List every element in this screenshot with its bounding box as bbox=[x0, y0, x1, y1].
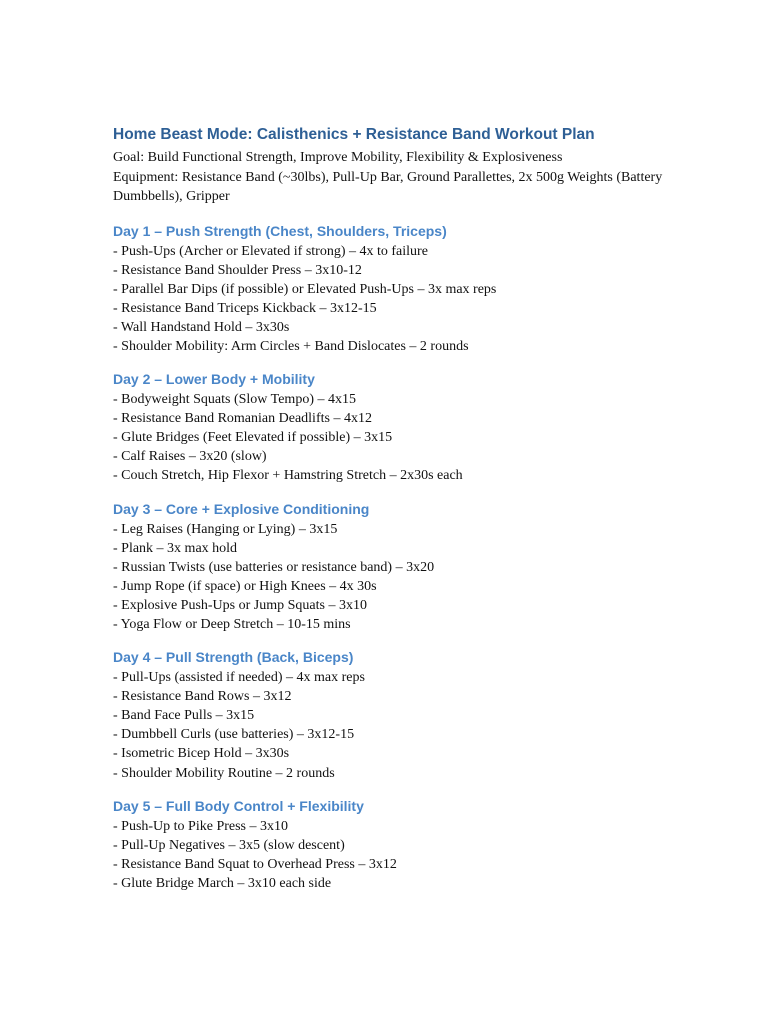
exercise-item: - Glute Bridge March – 3x10 each side bbox=[113, 875, 332, 891]
day-heading-2: Day 2 – Lower Body + Mobility bbox=[113, 371, 315, 388]
exercise-item: - Explosive Push-Ups or Jump Squats – 3x10 bbox=[113, 597, 367, 613]
document-page bbox=[113, 124, 713, 893]
day-heading-1: Day 1 – Push Strength (Chest, Shoulders, Triceps) bbox=[113, 222, 447, 239]
exercise-item: - Glute Bridges (Feet Elevated if possible) – 3x15 bbox=[113, 430, 393, 446]
exercise-item: - Shoulder Mobility Routine – 2 rounds bbox=[113, 765, 335, 781]
exercise-item: - Jump Rope (if space) or High Knees – 4x 30s bbox=[113, 578, 377, 594]
exercise-list bbox=[113, 242, 713, 357]
exercise-item: - Resistance Band Shoulder Press – 3x10-12 bbox=[113, 262, 362, 278]
day-heading-5: Day 5 – Full Body Control + Flexibility bbox=[113, 797, 364, 814]
exercise-item: - Couch Stretch, Hip Flexor + Hamstring Stretch – 2x30s each bbox=[113, 468, 463, 484]
exercise-list bbox=[113, 390, 713, 485]
exercise-item: - Resistance Band Romanian Deadlifts – 4x12 bbox=[113, 411, 372, 427]
exercise-list bbox=[113, 668, 713, 783]
day-section-2 bbox=[113, 369, 713, 485]
day-heading-3: Day 3 – Core + Explosive Conditioning bbox=[113, 500, 370, 517]
workout-days bbox=[113, 221, 713, 894]
exercise-item: - Yoga Flow or Deep Stretch – 10-15 mins bbox=[113, 617, 351, 632]
exercise-item: - Bodyweight Squats (Slow Tempo) – 4x15 bbox=[113, 392, 356, 408]
day-heading-4: Day 4 – Pull Strength (Back, Biceps) bbox=[113, 649, 354, 666]
day-section-5 bbox=[113, 796, 713, 893]
exercise-item: - Resistance Band Rows – 3x12 bbox=[113, 689, 292, 705]
exercise-list bbox=[113, 817, 713, 893]
exercise-item: - Wall Handstand Hold – 3x30s bbox=[113, 319, 290, 335]
exercise-item: - Leg Raises (Hanging or Lying) – 3x15 bbox=[113, 521, 338, 537]
exercise-item: - Push-Up to Pike Press – 3x10 bbox=[113, 818, 289, 834]
exercise-item: - Isometric Bicep Hold – 3x30s bbox=[113, 746, 290, 762]
exercise-item: - Pull-Up Negatives – 3x5 (slow descent) bbox=[113, 837, 345, 853]
document-title: Home Beast Mode: Calisthenics + Resistance Band Workout Plan bbox=[113, 126, 595, 143]
exercise-item: - Plank – 3x max hold bbox=[113, 540, 238, 556]
exercise-item: - Calf Raises – 3x20 (slow) bbox=[113, 449, 267, 465]
exercise-item: - Russian Twists (use batteries or resistance band) – 3x20 bbox=[113, 559, 435, 575]
exercise-item: - Band Face Pulls – 3x15 bbox=[113, 708, 255, 724]
exercise-item: - Push-Ups (Archer or Elevated if strong) – 4x to failure bbox=[113, 243, 428, 259]
goal-line: Goal: Build Functional Strength, Improve Mobility, Flexibility & Explosiveness bbox=[113, 150, 563, 165]
equipment-line: Equipment: Resistance Band (~30lbs), Pull-Up Bar, Ground Parallettes, 2x 500g Weights (Battery Dumbbells), Gripper bbox=[113, 169, 663, 204]
exercise-item: - Shoulder Mobility: Arm Circles + Band Dislocates – 2 rounds bbox=[113, 338, 469, 354]
day-section-3 bbox=[113, 499, 713, 635]
exercise-item: - Dumbbell Curls (use batteries) – 3x12-15 bbox=[113, 727, 355, 743]
exercise-item: - Resistance Band Triceps Kickback – 3x12-15 bbox=[113, 300, 377, 316]
exercise-item: - Parallel Bar Dips (if possible) or Elevated Push-Ups – 3x max reps bbox=[113, 281, 497, 297]
day-section-1 bbox=[113, 221, 713, 357]
exercise-item: - Pull-Ups (assisted if needed) – 4x max reps bbox=[113, 670, 365, 686]
exercise-item: - Resistance Band Squat to Overhead Press – 3x12 bbox=[113, 856, 397, 872]
exercise-list bbox=[113, 520, 713, 635]
day-section-4 bbox=[113, 647, 713, 783]
